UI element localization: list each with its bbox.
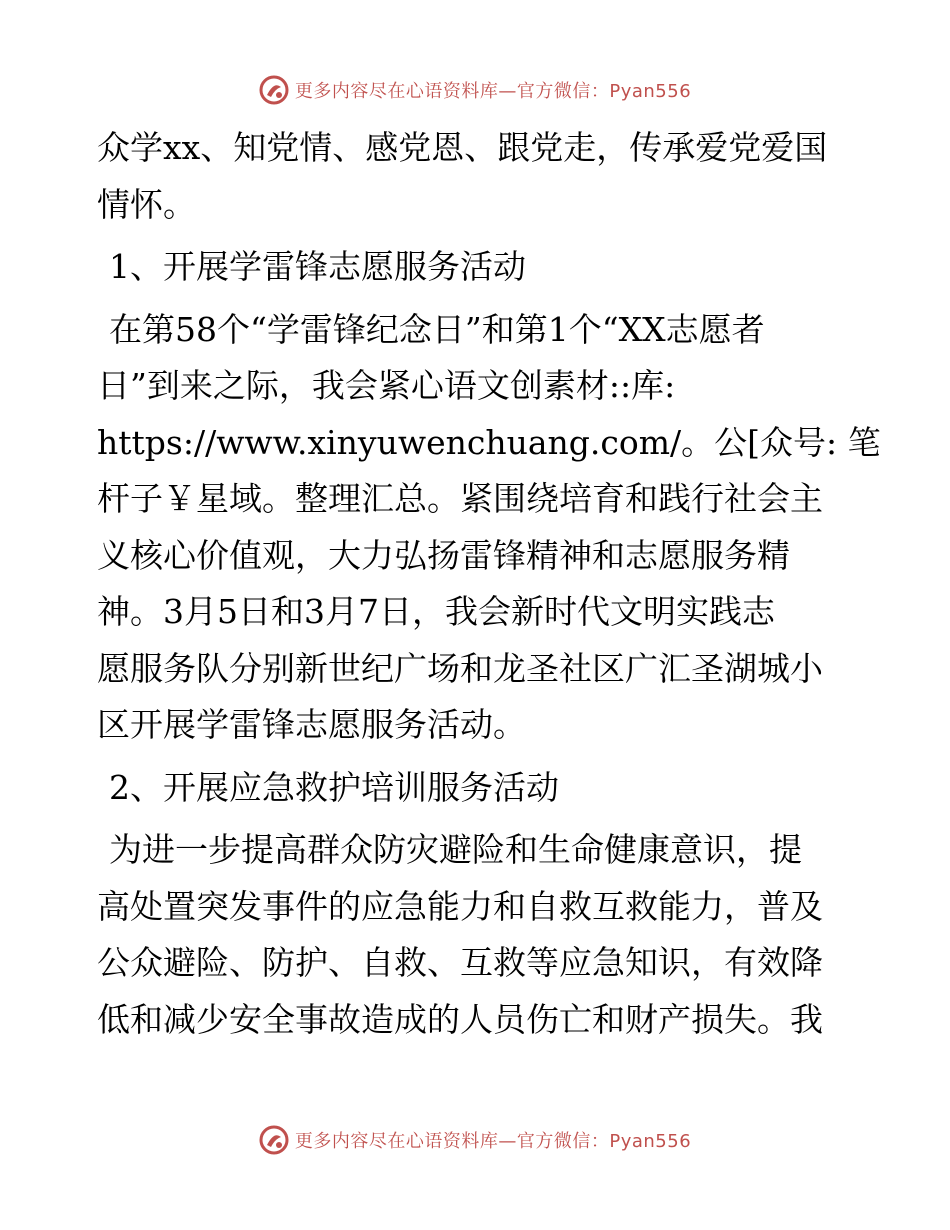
- header-watermark: [0, 70, 950, 110]
- brand-logo-icon: [259, 75, 289, 105]
- body-line-8: 神。3月5日和3月7日，我会新时代文明实践志: [97, 592, 775, 631]
- body-line-6: 杆子￥星域。整理汇总。紧围绕培育和践行社会主: [97, 479, 823, 518]
- section-heading-2: 2、开展应急救护培训服务活动: [109, 767, 559, 807]
- brand-logo-icon: [259, 1125, 289, 1155]
- watermark-label: 官方微信：: [516, 81, 610, 102]
- watermark-dash: —: [498, 1131, 517, 1152]
- watermark-text: 更多内容尽在心语资料库: [294, 1131, 499, 1152]
- watermark-text: 更多内容尽在心语资料库: [294, 81, 499, 102]
- body-line-1: 众学xx、知党情、感党恩、跟党走，传承爱党爱国: [97, 128, 828, 167]
- body-line-10: 区开展学雷锋志愿服务活动。: [97, 705, 526, 744]
- body-line-4: 日”到来之际，我会紧心语文创素材::库:: [97, 366, 676, 405]
- body-line-12: 高处置突发事件的应急能力和自救互救能力，普及: [97, 886, 823, 926]
- body-line-3: 在第58个“学雷锋纪念日”和第1个“XX志愿者: [109, 309, 765, 349]
- body-line-9: 愿服务队分别新世纪广场和龙圣社区广汇圣湖城小: [97, 648, 823, 688]
- body-line-11: 为进一步提高群众防灾避险和生命健康意识，提: [109, 830, 802, 869]
- body-line-14: 低和减少安全事故造成的人员伤亡和财产损失。我: [97, 999, 823, 1039]
- watermark-label: 官方微信：: [516, 1131, 610, 1152]
- watermark-account: Pyan556: [609, 81, 692, 102]
- body-line-13: 公众避险、防护、自救、互救等应急知识，有效降: [97, 943, 823, 982]
- footer-watermark: [0, 1120, 950, 1160]
- body-line-2: 情怀。: [97, 184, 196, 224]
- body-line-7: 义核心价值观，大力弘扬雷锋精神和志愿服务精: [97, 535, 790, 575]
- watermark-account: Pyan556: [609, 1131, 692, 1152]
- document-body: [97, 120, 881, 1048]
- watermark-dash: —: [498, 81, 517, 102]
- section-heading-1: 1、开展学雷锋志愿服务活动: [109, 247, 526, 286]
- body-line-5: https://www.xinyuwenchuang.com/。公[众号: 笔: [97, 422, 881, 462]
